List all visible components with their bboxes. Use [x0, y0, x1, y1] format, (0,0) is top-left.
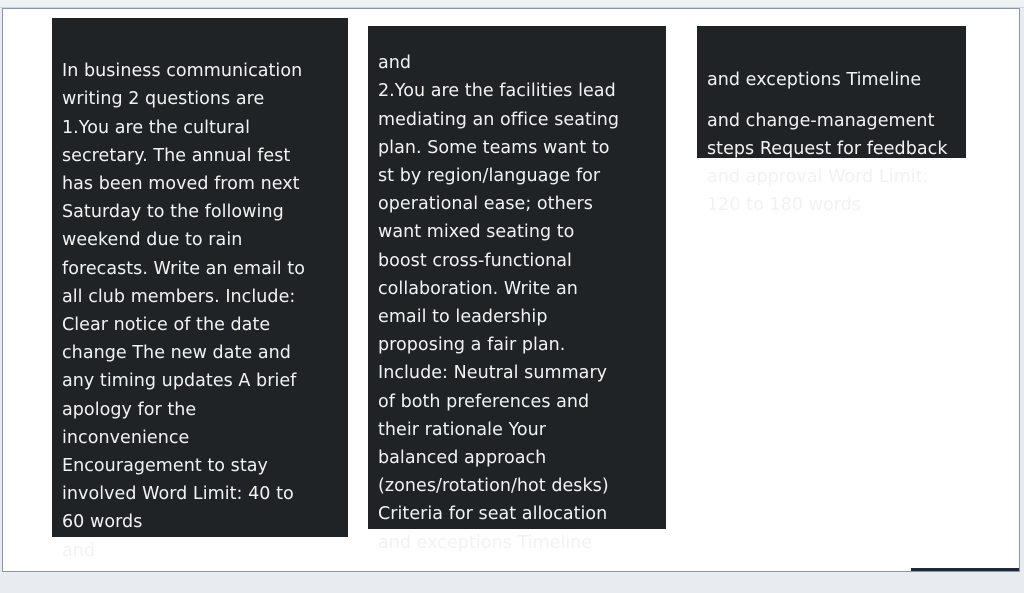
card-3-cut-line — [707, 68, 956, 91]
bottom-edge-bar — [911, 568, 1019, 571]
screenshot-text-card-1 — [52, 18, 348, 561]
screenshot-text-card-2 — [368, 26, 666, 553]
screenshot-text-card-3 — [697, 26, 966, 216]
card-3-text: and change-management steps Request for feedback and approval Word Limit: 120 to 180 words — [707, 110, 948, 216]
card-3-cut-text: and exceptions Timeline — [707, 70, 922, 91]
card-1-text: In business communication writing 2 questions are 1.You are the cultural secretary. The annual fest has been moved from next Saturday to the following weekend due to rain forecasts. Write an email to all club members. Include: Clear notice of the date change The new date and any timing updates A brief apology for the inconvenience Encouragement to stay involved Word Limit: 40 to 60 words and — [62, 61, 305, 561]
card-2-text: and 2.You are the facilities lead mediating an office seating plan. Some teams want to st by region/language for operational ease; others want mixed seating to boost cross-functional collaboration. Write an email to leadership proposing a fair plan. Include: Neutral summary of both preferences and their rationale Your balanced approach (zones/rotation/hot desks) Criteria for seat allocation and exceptions Timeline — [378, 53, 620, 553]
window-top-strip — [0, 0, 1024, 8]
